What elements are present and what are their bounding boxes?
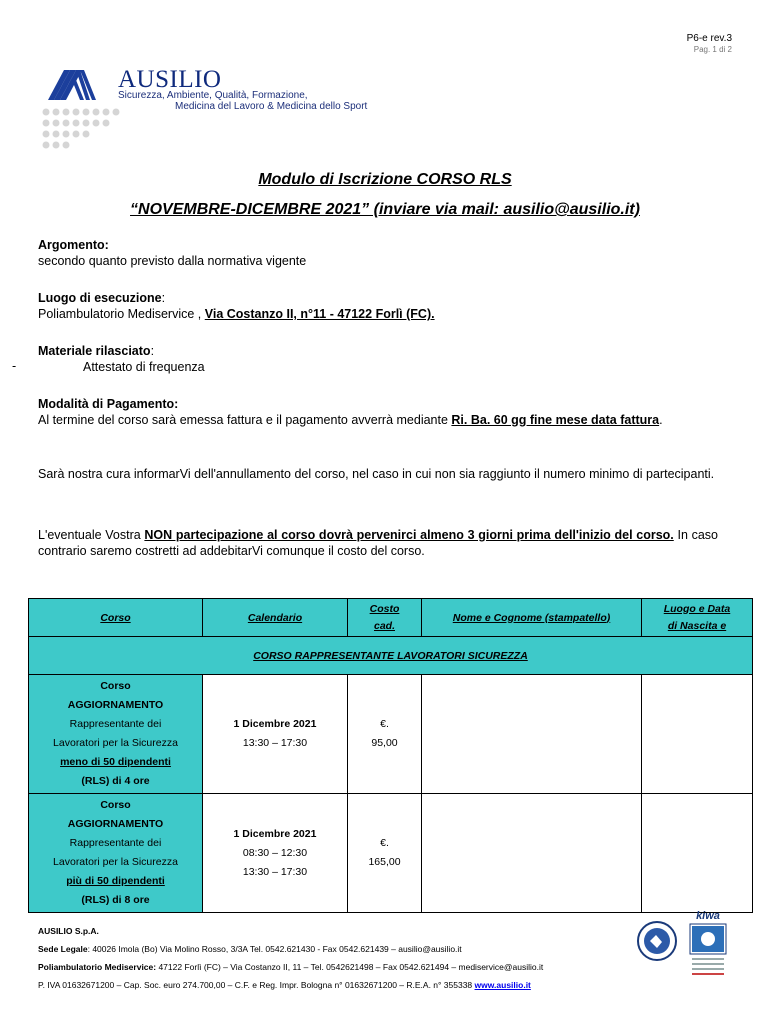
course-date: 1 Dicembre 2021 bbox=[233, 718, 317, 730]
footer-sede-text: : 40026 Imola (Bo) Via Molino Rosso, 3/3A Tel. 0542.621430 - Fax 0542.621439 – ausilio@ausilio.it bbox=[87, 944, 462, 954]
course-cell bbox=[29, 675, 203, 794]
course-label: Corso bbox=[100, 680, 131, 692]
luogo-label: Luogo di esecuzione bbox=[38, 291, 162, 305]
course-cell bbox=[29, 794, 203, 913]
header-calendario: Calendario bbox=[203, 599, 348, 637]
partecipazione-text: L'eventuale Vostra bbox=[38, 528, 145, 542]
course-desc-2: Lavoratori per la Sicurezza bbox=[53, 737, 178, 749]
pagamento-label: Modalità di Pagamento: bbox=[38, 397, 179, 411]
course-duration: (RLS) di 4 ore bbox=[81, 775, 150, 787]
header-luogo-line1: Luogo e Data bbox=[663, 602, 731, 615]
course-label: Corso bbox=[100, 799, 131, 811]
partecipazione-warning: NON partecipazione al corso dovrà pervenirci almeno 3 giorni prima dell'inizio del corso. bbox=[144, 528, 674, 542]
footer bbox=[38, 922, 543, 994]
footer-poli-label: Poliambulatorio Mediservice: bbox=[38, 962, 157, 972]
footer-poli-text: 47122 Forlì (FC) – Via Costanzo II, 11 – Tel. 0542621498 – Fax 0542.621494 – mediservice@ausilio.it bbox=[156, 962, 544, 972]
header-nome: Nome e Cognome (stampatello) bbox=[422, 599, 642, 637]
section-luogo bbox=[38, 290, 718, 322]
pagamento-terms: Ri. Ba. 60 gg fine mese data fattura bbox=[451, 413, 660, 427]
course-employees: meno di 50 dipendenti bbox=[60, 756, 171, 768]
brand-tagline-2: Medicina del Lavoro & Medicina dello Sport bbox=[175, 101, 368, 112]
materiale-label: Materiale rilasciato bbox=[38, 344, 151, 358]
name-entry-cell[interactable] bbox=[422, 675, 642, 794]
registration-table bbox=[28, 598, 753, 913]
section-row bbox=[29, 637, 753, 675]
table-row bbox=[29, 675, 753, 794]
doc-revision: P6-e rev.3 bbox=[686, 33, 732, 44]
name-entry-cell[interactable] bbox=[422, 794, 642, 913]
page-number: Pag. 1 di 2 bbox=[693, 45, 732, 54]
form-title: Modulo di Iscrizione CORSO RLS bbox=[258, 171, 512, 188]
section-title: CORSO RAPPRESENTANTE LAVORATORI SICUREZZA bbox=[29, 637, 753, 675]
kiwa-certification bbox=[688, 910, 728, 982]
cost-currency: €. bbox=[380, 718, 389, 730]
course-time: 13:30 – 17:30 bbox=[242, 737, 308, 749]
section-materiale bbox=[38, 343, 718, 375]
website-link[interactable]: www.ausilio.it bbox=[474, 980, 531, 990]
course-time-afternoon: 13:30 – 17:30 bbox=[242, 865, 308, 878]
header-costo bbox=[348, 599, 422, 637]
materiale-bullet: - bbox=[12, 359, 17, 373]
header-luogo-line2: di Nascita e bbox=[667, 619, 727, 632]
calendar-cell bbox=[203, 675, 348, 794]
form-subtitle: “NOVEMBRE-DICEMBRE 2021” (inviare via mail: ausilio@ausilio.it) bbox=[130, 201, 640, 218]
document-reference bbox=[687, 33, 732, 54]
brand-name: AUSILIO bbox=[118, 66, 222, 93]
kiwa-label: kiwa bbox=[696, 910, 720, 922]
footer-piva-text: P. IVA 01632671200 – Cap. Soc. euro 274.700,00 – C.F. e Reg. Impr. Bologna n° 01632671200 – R.E.A. n° 355338 bbox=[38, 980, 475, 990]
argomento-label: Argomento: bbox=[38, 238, 109, 252]
brand-tagline-1: Sicurezza, Ambiente, Qualità, Formazione, bbox=[118, 90, 308, 101]
header-luogo bbox=[642, 599, 753, 637]
course-type: AGGIORNAMENTO bbox=[67, 818, 164, 830]
materiale-colon: : bbox=[150, 344, 155, 358]
course-desc-2: Lavoratori per la Sicurezza bbox=[53, 856, 178, 868]
course-type: AGGIORNAMENTO bbox=[67, 699, 164, 711]
pagamento-text: Al termine del corso sarà emessa fattura e il pagamento avverrà mediante bbox=[38, 413, 452, 427]
cost-price: 165,00 bbox=[368, 856, 401, 868]
header-costo-line2: cad. bbox=[373, 619, 395, 632]
section-partecipazione bbox=[38, 527, 718, 559]
cost-price: 95,00 bbox=[371, 737, 398, 749]
logo-mark-icon bbox=[40, 66, 120, 156]
header-corso: Corso bbox=[29, 599, 203, 637]
luogo-address: Via Costanzo II, n°11 - 47122 Forlì (FC). bbox=[204, 307, 435, 321]
materiale-item: Attestato di frequenza bbox=[83, 360, 205, 374]
partecipazione-end: In caso contrario saremo costretti ad addebitarVi comunque il costo del corso. bbox=[38, 528, 718, 558]
calendar-cell bbox=[203, 794, 348, 913]
argomento-text: secondo quanto previsto dalla normativa vigente bbox=[38, 254, 307, 268]
luogo-text: Poliambulatorio Mediservice , bbox=[38, 307, 205, 321]
ausilio-logo bbox=[40, 66, 420, 156]
course-time-morning: 08:30 – 12:30 bbox=[242, 846, 308, 859]
course-duration: (RLS) di 8 ore bbox=[81, 894, 150, 906]
course-desc-1: Rappresentante dei bbox=[69, 837, 162, 849]
cost-cell bbox=[348, 794, 422, 913]
course-desc-1: Rappresentante dei bbox=[69, 718, 162, 730]
section-argomento bbox=[38, 237, 718, 269]
certification-badge-icon bbox=[688, 922, 728, 980]
birth-entry-cell[interactable] bbox=[642, 794, 753, 913]
accreditation-seal-icon bbox=[636, 918, 678, 964]
annullamento-text: Sarà nostra cura informarVi dell'annullamento del corso, nel caso in cui non sia raggiunto il numero minimo di partecipanti. bbox=[38, 467, 715, 481]
cost-currency: €. bbox=[380, 837, 389, 849]
luogo-colon: : bbox=[161, 291, 166, 305]
pagamento-end: . bbox=[659, 413, 663, 427]
footer-sede-label: Sede Legale bbox=[38, 944, 88, 954]
course-employees: più di 50 dipendenti bbox=[66, 875, 165, 887]
header-costo-line1: Costo bbox=[369, 602, 400, 615]
table-row bbox=[29, 794, 753, 913]
course-date: 1 Dicembre 2021 bbox=[233, 827, 317, 840]
footer-company: AUSILIO S.p.A. bbox=[38, 926, 99, 936]
table-header-row bbox=[29, 599, 753, 637]
section-pagamento bbox=[38, 396, 718, 428]
birth-entry-cell[interactable] bbox=[642, 675, 753, 794]
cost-cell bbox=[348, 675, 422, 794]
